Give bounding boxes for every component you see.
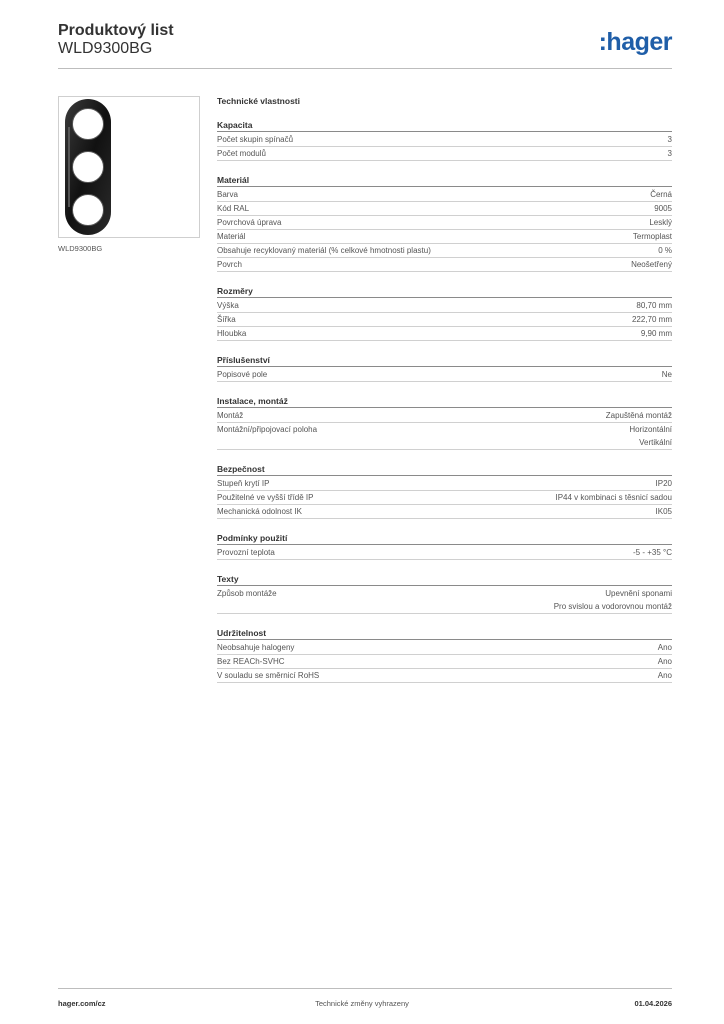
spec-label: Hloubka	[217, 329, 247, 338]
section-title: Příslušenství	[217, 354, 672, 367]
spec-label: Obsahuje recyklovaný materiál (% celkové hmotnosti plastu)	[217, 246, 431, 255]
spec-label: Povrch	[217, 260, 242, 269]
spec-value: Horizontální Vertikální	[629, 425, 672, 447]
spec-section	[217, 285, 672, 341]
product-code: WLD9300BG	[58, 40, 153, 57]
header-divider	[58, 68, 672, 69]
section-title: Kapacita	[217, 119, 672, 132]
spec-label: Mechanická odolnost IK	[217, 507, 302, 516]
spec-value: 3	[667, 135, 672, 144]
spec-row	[217, 244, 672, 258]
spec-value: Upevnění sponami Pro svislou a vodorovnou montáž	[553, 589, 672, 611]
spec-value: Zapuštěná montáž	[605, 411, 672, 420]
spec-row	[217, 313, 672, 327]
spec-row	[217, 491, 672, 505]
spec-row	[217, 216, 672, 230]
spec-section	[217, 395, 672, 450]
spec-label: Způsob montáže	[217, 589, 277, 598]
spec-heading: Technické vlastnosti	[217, 96, 300, 106]
spec-row	[217, 641, 672, 655]
spec-label: Materiál	[217, 232, 246, 241]
triple-frame-icon	[59, 97, 199, 237]
spec-row	[217, 587, 672, 614]
spec-value: 3	[667, 149, 672, 158]
section-title: Bezpečnost	[217, 463, 672, 476]
spec-row	[217, 230, 672, 244]
spec-label: Počet modulů	[217, 149, 266, 158]
spec-label: Výška	[217, 301, 239, 310]
product-caption: WLD9300BG	[58, 244, 103, 253]
spec-value: 9005	[654, 204, 672, 213]
spec-row	[217, 133, 672, 147]
spec-row	[217, 147, 672, 161]
spec-label: Provozní teplota	[217, 548, 275, 557]
spec-value: 0 %	[658, 246, 672, 255]
footer-divider	[58, 988, 672, 989]
spec-row	[217, 258, 672, 272]
page-title: Produktový list	[58, 22, 174, 39]
spec-value: Ano	[657, 643, 672, 652]
spec-value: Ano	[657, 657, 672, 666]
spec-row	[217, 669, 672, 683]
spec-label: Neobsahuje halogeny	[217, 643, 295, 652]
spec-label: Popisové pole	[217, 370, 268, 379]
spec-row	[217, 299, 672, 313]
spec-section	[217, 463, 672, 519]
spec-table	[217, 96, 672, 696]
footer-date: 01.04.2026	[634, 999, 672, 1008]
spec-label: Počet skupin spínačů	[217, 135, 294, 144]
spec-label: Šířka	[217, 315, 236, 324]
spec-row	[217, 477, 672, 491]
spec-value: -5 - +35 °C	[633, 548, 672, 557]
spec-label: Kód RAL	[217, 204, 250, 213]
spec-value: Ne	[661, 370, 672, 379]
spec-label: V souladu se směrnicí RoHS	[217, 671, 320, 680]
footer-disclaimer: Technické změny vyhrazeny	[315, 999, 409, 1008]
spec-row	[217, 505, 672, 519]
spec-value: 222,70 mm	[631, 315, 672, 324]
spec-section	[217, 119, 672, 161]
hager-logo[interactable]: :hager	[598, 28, 672, 56]
spec-value: IP44 v kombinaci s těsnicí sadou	[555, 493, 672, 502]
spec-section	[217, 174, 672, 272]
spec-value: Ano	[657, 671, 672, 680]
spec-section	[217, 354, 672, 382]
spec-row	[217, 655, 672, 669]
spec-row	[217, 423, 672, 450]
spec-value: IP20	[655, 479, 672, 488]
spec-row	[217, 368, 672, 382]
spec-label: Montážní/připojovací poloha	[217, 425, 318, 434]
spec-label: Barva	[217, 190, 238, 199]
spec-row	[217, 202, 672, 216]
spec-section	[217, 627, 672, 683]
spec-row	[217, 409, 672, 423]
spec-value: Lesklý	[649, 218, 672, 227]
spec-row	[217, 327, 672, 341]
section-title: Rozměry	[217, 285, 672, 298]
section-title: Texty	[217, 573, 672, 586]
spec-value: IK05	[655, 507, 672, 516]
spec-value: 9,90 mm	[640, 329, 672, 338]
section-title: Udržitelnost	[217, 627, 672, 640]
section-title: Instalace, montáž	[217, 395, 672, 408]
spec-row	[217, 546, 672, 560]
spec-section	[217, 573, 672, 614]
spec-label: Stupeň krytí IP	[217, 479, 270, 488]
spec-value: Neošetřený	[631, 260, 672, 269]
spec-section	[217, 532, 672, 560]
product-image	[58, 96, 200, 238]
section-title: Materiál	[217, 174, 672, 187]
spec-label: Montáž	[217, 411, 244, 420]
spec-row	[217, 188, 672, 202]
spec-value: Termoplast	[632, 232, 672, 241]
spec-value: Černá	[650, 190, 672, 199]
footer-website-link[interactable]: hager.com/cz	[58, 999, 106, 1008]
spec-label: Bez REACh-SVHC	[217, 657, 285, 666]
spec-label: Povrchová úprava	[217, 218, 282, 227]
spec-label: Použitelné ve vyšší třídě IP	[217, 493, 314, 502]
spec-value: 80,70 mm	[636, 301, 672, 310]
section-title: Podmínky použití	[217, 532, 672, 545]
